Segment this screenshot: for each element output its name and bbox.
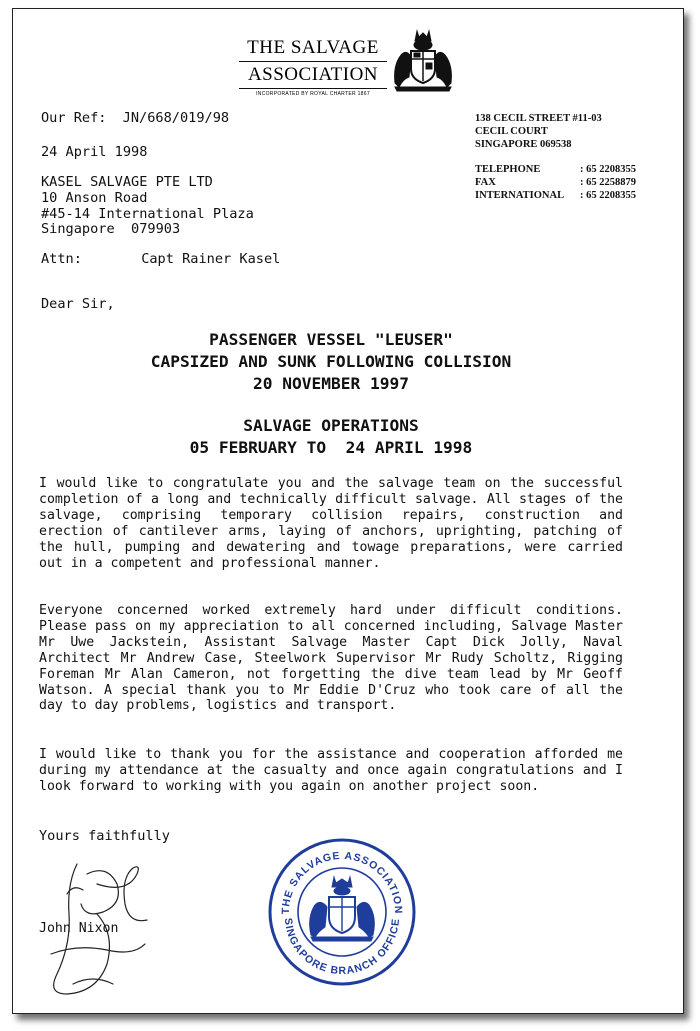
subject-line: 20 NOVEMBER 1997 xyxy=(253,374,409,393)
recipient-line: 10 Anson Road xyxy=(41,189,148,206)
contact-fax: FAX : 65 2258879 xyxy=(475,177,636,188)
org-name-line2: ASSOCIATION xyxy=(247,64,379,85)
sender-contacts xyxy=(475,163,636,202)
contact-telephone: TELEPHONE : 65 2208355 xyxy=(475,164,636,175)
reference-line xyxy=(41,111,229,127)
recipient-line: KASEL SALVAGE PTE LTD xyxy=(41,174,213,190)
letter-page xyxy=(12,8,684,1014)
contact-international: INTERNATIONAL : 65 2208355 xyxy=(475,190,636,201)
operations-line: SALVAGE OPERATIONS xyxy=(243,416,419,435)
closing: Yours faithfully xyxy=(39,828,170,844)
recipient-line: #45-14 International Plaza xyxy=(41,205,254,222)
address-line: CECIL COURT xyxy=(475,126,548,137)
sender-address xyxy=(475,112,602,151)
branch-stamp-icon xyxy=(267,837,417,987)
operations-heading xyxy=(39,415,623,459)
attn-value: Capt Rainer Kasel xyxy=(141,251,281,267)
subject-line: PASSENGER VESSEL "LEUSER" xyxy=(209,330,453,349)
org-name-line1: THE SALVAGE xyxy=(247,37,379,58)
subject-line: CAPSIZED AND SUNK FOLLOWING COLLISION xyxy=(150,352,512,371)
salutation: Dear Sir, xyxy=(41,296,115,312)
address-line: 138 CECIL STREET #11-03 xyxy=(475,113,602,124)
reference-value: JN/668/019/98 xyxy=(122,110,230,126)
attn-label: Attn: xyxy=(41,251,82,267)
reference-label: Our Ref: xyxy=(41,110,107,126)
signatory-name: John Nixon xyxy=(39,921,119,936)
svg-text:SINGAPORE BRANCH OFFICE: SINGAPORE BRANCH OFFICE xyxy=(281,917,403,978)
crest-icon xyxy=(391,27,455,93)
body-paragraph-1: I would like to congratulate you and the salvage team on the successful completion of a long and technically difficult salvage. All stages of the salvage, comprising temporary collision repairs, construction and erection of cantilever arms, laying of anchors, uprighting, patching of the hull, pumping and dewatering and towage preparations, were carried out in a competent and professional manner. xyxy=(39,476,623,571)
recipient-line: Singapore 079903 xyxy=(41,221,181,238)
body-paragraph-3: I would like to thank you for the assistance and cooperation afforded me during my attendance at the casualty and once again congratulations and I look forward to working with you again on another project soon. xyxy=(39,747,623,794)
subject-heading xyxy=(39,329,623,395)
letterhead-rule xyxy=(239,88,387,89)
letterhead xyxy=(239,37,387,97)
attn-line xyxy=(41,252,280,268)
body-paragraph-2: Everyone concerned worked extremely hard under difficult conditions. Please pass on my appreciation to all concerned including, Salvage Master Mr Uwe Jackstein, Assistant Salvage Master Capt Dick Jolly, Naval Architect Mr Andrew Case, Steelwork Supervisor Mr Rudy Scholtz, Rigging Foreman Mr Alan Cameron, not forgetting the dive team lead by Mr Geoff Watson. A special thank you to Mr Eddie D'Cruz who took care of all the day to day problems, logistics and transport. xyxy=(39,603,623,714)
recipient-address xyxy=(41,175,254,238)
letterhead-rule xyxy=(239,61,387,62)
address-line: SINGAPORE 069538 xyxy=(475,139,572,150)
operations-line: 05 FEBRUARY TO 24 APRIL 1998 xyxy=(189,438,473,457)
letter-date: 24 April 1998 xyxy=(41,144,148,160)
charter-text: INCORPORATED BY ROYAL CHARTER 1867 xyxy=(256,91,370,97)
svg-text:THE SALVAGE ASSOCIATION: THE SALVAGE ASSOCIATION xyxy=(279,849,405,915)
